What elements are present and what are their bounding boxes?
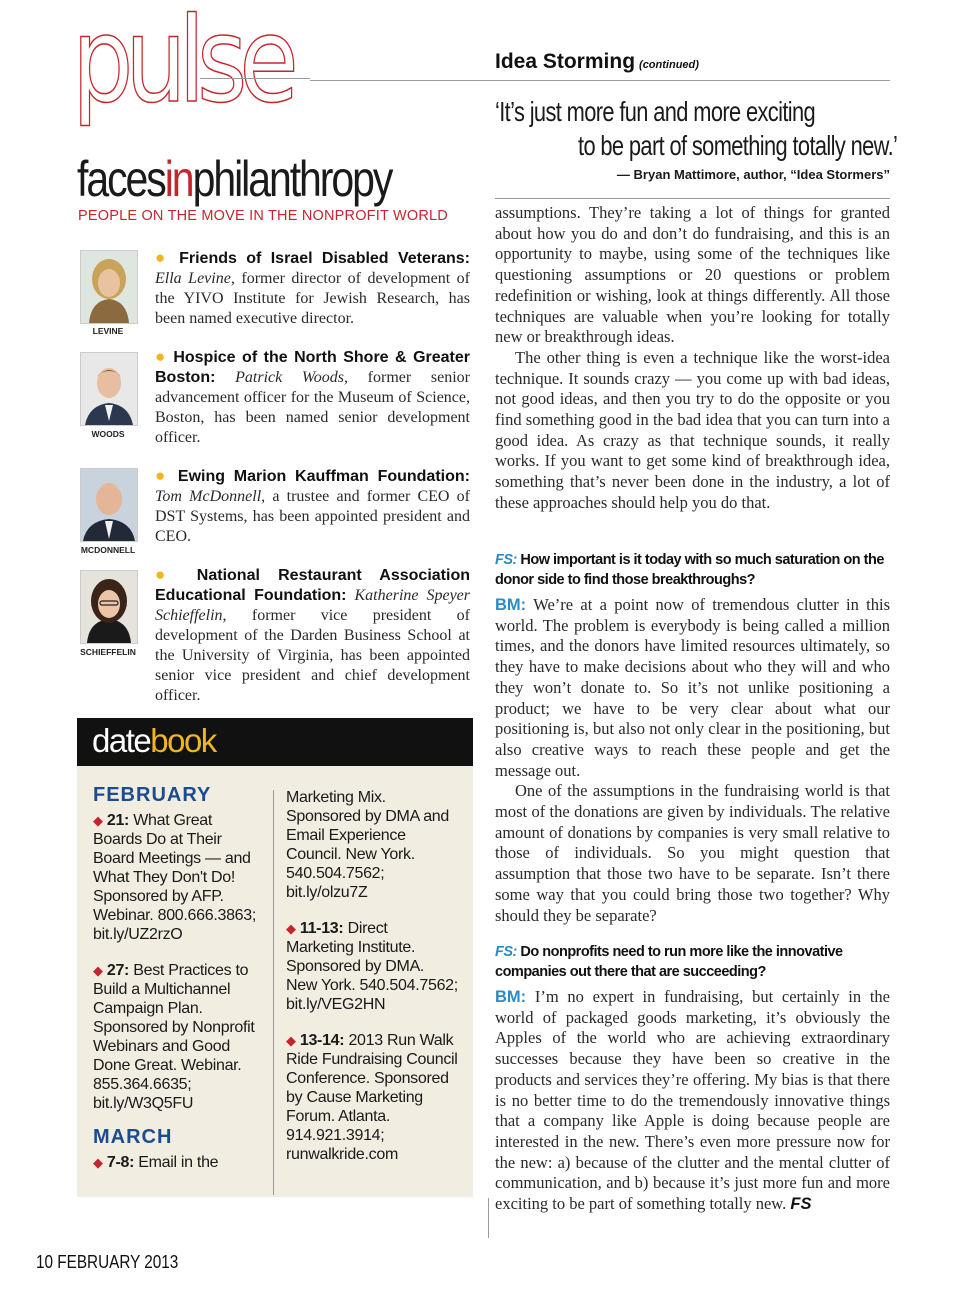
datebook-event [286, 1031, 458, 1164]
title-in: in [164, 151, 193, 207]
faces-in-philanthropy-title [77, 150, 391, 208]
people-entry [155, 248, 470, 329]
bullet-icon: ● [155, 248, 171, 267]
pulse-logo: pulse [72, 0, 291, 129]
bullet-icon: ● [155, 565, 180, 584]
section-subtitle: PEOPLE ON THE MOVE IN THE NONPROFIT WORLD [78, 208, 448, 224]
entry-person: Katherine Speyer Schieffelin [155, 587, 470, 624]
schieffelin-photo [80, 570, 138, 644]
woods-photo [80, 352, 138, 426]
datebook-column-left [93, 786, 265, 1189]
end-mark: FS [790, 1195, 812, 1214]
mcdonnell-photo [80, 468, 138, 542]
diamond-icon: ◆ [93, 963, 103, 978]
portrait-icon [81, 469, 137, 541]
header-rule-right [310, 80, 890, 81]
datebook-event [93, 961, 265, 1113]
datebook-logo-date: date [92, 722, 151, 759]
photo-label: MCDONNELL [80, 545, 136, 555]
article-title [495, 50, 699, 74]
continued-label: (continued) [639, 59, 699, 71]
answer-text: I’m no expert in fundraising, but certainly in the world of packaged goods marketing, it’s obviously the Apples of the world who are achieving extraordinary successes because they have been so creative in the products and services they’re offering. My bias is that there is no better time to do the tremendously innovative things that a company like Apple is doing because people are interested in the new. There’s even more pressure now for the new: a) because of the clutter and the mental clutter of communication, and b) because it’s just more fun and more exciting to be part of something totally new. [495, 987, 890, 1214]
event-dates: 7-8: [106, 1154, 135, 1171]
pull-quote-line-1: ‘It’s just more fun and more exciting [495, 96, 816, 127]
interview-question [495, 942, 890, 982]
entry-person: Ella Levine [155, 270, 231, 287]
bm-label: BM: [495, 596, 527, 614]
title-philanthropy: philanthropy [192, 151, 392, 207]
portrait-icon [81, 571, 137, 643]
bullet-icon: ● [155, 347, 168, 366]
answer-text: We’re at a point now of tremendous clutter in this world. The problem is everybody is being called a million times, and the donors have limited resources ultimately, so they have to make decisions about who they will and who they won’t donate to. So it’s not unlike positioning a product; we have to be very clear about what our positioning is, but also not only clear in the positioning, but also creative ways to reach these people and get the message out. [495, 595, 891, 780]
entry-text: , former senior advancement officer for the Museum of Science, Boston, has been named senior development officer. [155, 369, 470, 446]
photo-label: SCHIEFFELIN [80, 647, 136, 657]
entry-organization: Ewing Marion Kauffman Foundation: [177, 468, 470, 485]
entry-organization: Friends of Israel Disabled Veterans: [179, 250, 470, 267]
bm-label: BM: [495, 988, 527, 1006]
article-paragraph: The other thing is even a technique like the worst-idea technique. It sounds crazy — you come up with bad ideas, not good ideas, and then you try to do the opposite or you find something good in the bad idea that you can turn into a good idea. As crazy as that technique sounds, it really works. If you want to get some kind of breakthrough idea, something that’s never been done in the industry, a lot of these approaches should help you do that. [495, 347, 890, 512]
entry-organization: Hospice of the North Shore & Greater Boston: [155, 349, 470, 386]
levine-photo [80, 250, 138, 324]
datebook-header [77, 718, 473, 766]
diamond-icon: ◆ [93, 1155, 103, 1170]
entry-text: , a trustee and former CEO of DST Systems, has been appointed president and CEO. [155, 488, 470, 545]
event-text: Direct Marketing Institute. Sponsored by DMA. New York. 540.504.7562; bit.ly/VEG2HN [286, 920, 458, 1013]
header-rule-left [200, 78, 310, 79]
event-text: Email in the [134, 1154, 219, 1171]
event-dates: 13-14: [299, 1032, 345, 1049]
diamond-icon: ◆ [93, 813, 103, 828]
pull-quote-line-2: to be part of something totally new.’ [578, 130, 898, 161]
entry-person: Tom McDonnell [155, 488, 262, 505]
page-folio: 10 FEBRUARY 2013 [36, 1252, 179, 1272]
title-faces: faces [77, 151, 165, 207]
datebook-event [93, 811, 265, 944]
entry-text: , former vice president of development of the Darden Business School at the University of Virginia, has been appointed senior vice president and chief development officer. [155, 607, 470, 704]
datebook-column-divider [273, 790, 274, 1195]
entry-text: , former director of development of the YIVO Institute for Jewish Research, has been named executive director. [155, 270, 471, 327]
article-answer [495, 987, 890, 1215]
pull-quote-rule [495, 198, 890, 199]
diamond-icon: ◆ [286, 1033, 296, 1048]
article-body-1 [495, 203, 890, 514]
interview-question [495, 550, 890, 590]
event-text: Marketing Mix. Sponsored by DMA and Email Experience Council. New York. 540.504.7562; bit.ly/olzu7Z [286, 789, 449, 901]
article-answer [495, 595, 890, 781]
datebook-month-february: FEBRUARY [93, 784, 212, 806]
event-dates: 11-13: [299, 920, 344, 937]
datebook-month-march: MARCH [93, 1126, 173, 1148]
datebook-logo-book: book [150, 722, 216, 759]
event-text: 2013 Run Walk Ride Fundraising Council Conference. Sponsored by Cause Marketing Forum. Atlanta. 914.921.3914; runwalkride.com [286, 1032, 458, 1163]
datebook-event [93, 1153, 265, 1172]
datebook-logo [92, 722, 216, 760]
people-entry [155, 466, 470, 547]
people-entry [155, 565, 470, 706]
entry-organization: National Restaurant Association Educational Foundation: [155, 567, 470, 604]
fs-label: FS: [495, 944, 517, 960]
datebook-column-right [286, 788, 458, 1181]
fs-label: FS: [495, 552, 517, 568]
portrait-icon [81, 251, 137, 323]
event-text: Best Practices to Build a Multichannel Campaign Plan. Sponsored by Nonprofit Webinars and Good Done Great. Webinar. 855.364.6635; bit.ly/W3Q5FU [93, 962, 255, 1112]
article-paragraph: assumptions. They’re taking a lot of things for granted about how you do and don’t do fundraising, and this is an opportunity to maybe, using some of the techniques like questioning assumptions or 20 questions or problem redefinition or wishing, look at things differently. All those techniques are valuable when you’re looking for totally new or breakthrough ideas. [495, 203, 890, 347]
entry-person: Patrick Woods [235, 369, 344, 386]
portrait-icon [81, 353, 137, 425]
article-title-text: Idea Storming [495, 50, 636, 73]
datebook-event-continued [286, 788, 458, 902]
event-dates: 27: [106, 962, 130, 979]
event-text: What Great Boards Do at Their Board Meetings — and What They Don't Do! Sponsored by AFP. Webinar. 800.666.3863; bit.ly/UZ2rzO [93, 812, 257, 943]
people-entry [155, 347, 470, 448]
photo-label: LEVINE [92, 326, 124, 336]
datebook-event [286, 919, 458, 1014]
bullet-icon: ● [155, 466, 170, 485]
article-paragraph: One of the assumptions in the fundraising world is that most of the donations are given by individuals. The relative amount of donations by companies is very small relative to those of individuals. So you might question that assumption that those two have to be separate. Isn’t there some way that you could bring those two together? Why should they be separate? [495, 781, 890, 925]
pull-quote-attribution: — Bryan Mattimore, author, “Idea Stormers” [616, 167, 890, 182]
question-text: Do nonprofits need to run more like the innovative companies out there that are succeeding? [495, 944, 843, 980]
photo-label: WOODS [91, 429, 125, 439]
article-body-2 [495, 595, 890, 926]
article-body-3 [495, 987, 890, 1215]
diamond-icon: ◆ [286, 921, 296, 936]
event-dates: 21: [106, 812, 130, 829]
question-text: How important is it today with so much saturation on the donor side to find those breakthroughs? [495, 552, 884, 588]
column-rule [488, 1198, 489, 1238]
